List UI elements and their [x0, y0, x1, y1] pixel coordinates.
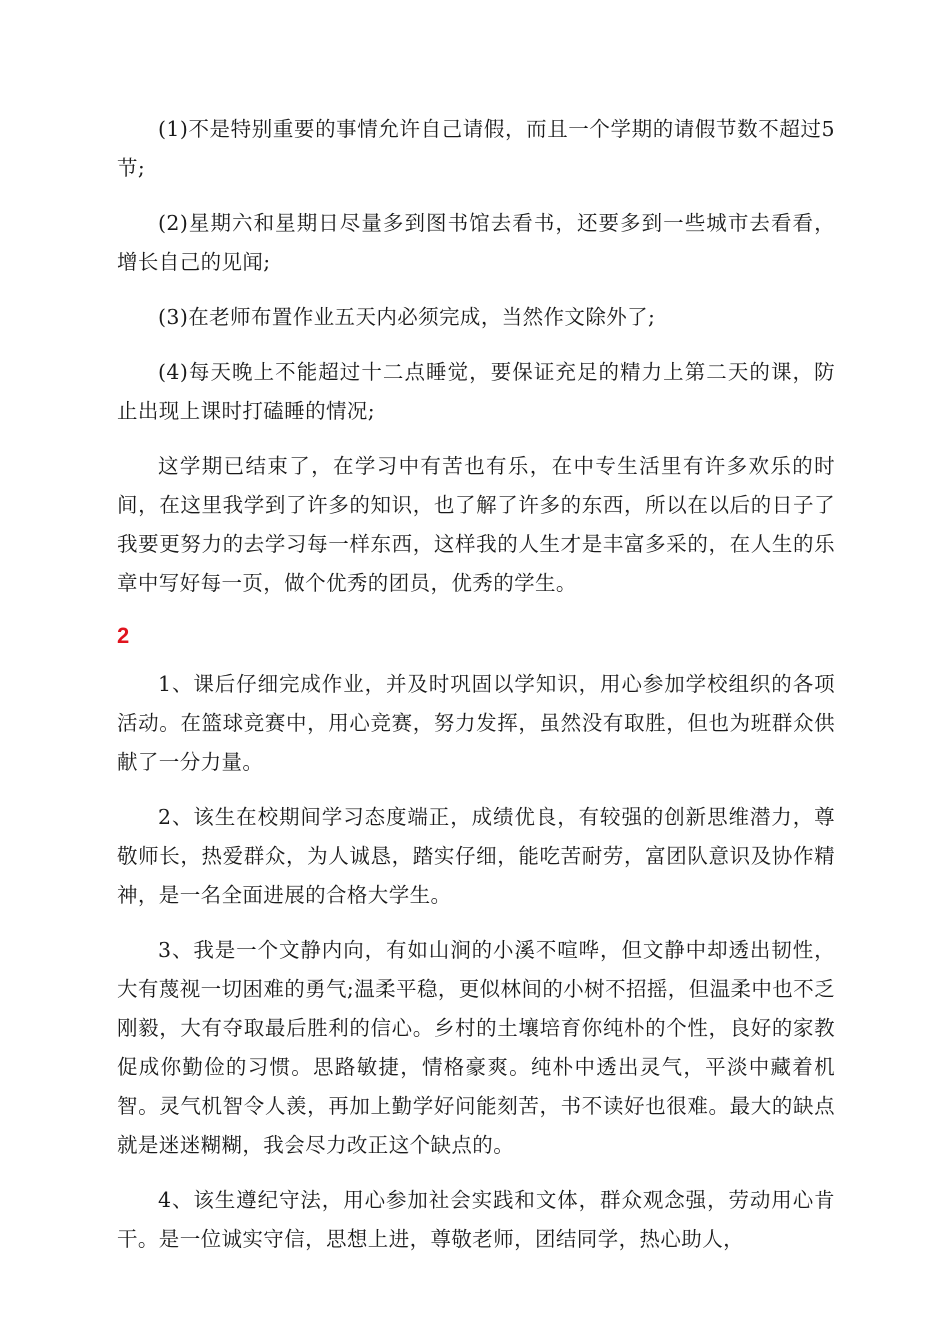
paragraph-item-2: 2、该生在校期间学习态度端正，成绩优良，有较强的创新思维潜力，尊敬师长，热爱群众，为人诚恳，踏实仔细，能吃苦耐劳，富团队意识及协作精神，是一名全面进展的合格大学生。: [117, 805, 835, 907]
paragraph-rule-2: (2)星期六和星期日尽量多到图书馆去看书，还要多到一些城市去看看，增长自己的见闻;: [117, 211, 835, 274]
paragraph-item-3: 3、我是一个文静内向，有如山涧的小溪不喧哗，但文静中却透出韧性，大有蔑视一切困难的勇气;温柔平稳，更似林间的小树不招摇，但温柔中也不乏刚毅，大有夺取最后胜利的信心。乡村的土壤培育你纯朴的个性，良好的家教促成你勤俭的习惯。思路敏捷，情格豪爽。纯朴中透出灵气，平淡中藏着机智。灵气机智令人羡，再加上勤学好问能刻苦，书不读好也很难。最大的缺点就是迷迷糊糊，我会尽力改正这个缺点的。: [117, 938, 835, 1157]
paragraph-rule-4: (4)每天晚上不能超过十二点睡觉，要保证充足的精力上第二天的课，防止出现上课时打磕睡的情况;: [117, 360, 835, 423]
document-body: [117, 110, 835, 1275]
paragraph-rule-3: (3)在老师布置作业五天内必须完成，当然作文除外了;: [158, 305, 656, 329]
paragraph-item-4: 4、该生遵纪守法，用心参加社会实践和文体，群众观念强，劳动用心肯干。是一位诚实守信，思想上进，尊敬老师，团结同学，热心助人，: [117, 1188, 835, 1251]
paragraph-conclusion: 这学期已结束了，在学习中有苦也有乐，在中专生活里有许多欢乐的时间，在这里我学到了许多的知识，也了解了许多的东西，所以在以后的日子了我要更努力的去学习每一样东西，这样我的人生才是丰富多采的，在人生的乐章中写好每一页，做个优秀的团员，优秀的学生。: [117, 454, 835, 595]
section-number: 2: [117, 623, 130, 648]
paragraph-rule-1: (1)不是特别重要的事情允许自己请假，而且一个学期的请假节数不超过5节;: [117, 117, 835, 180]
paragraph-item-1: 1、课后仔细完成作业，并及时巩固以学知识，用心参加学校组织的各项活动。在篮球竞赛中，用心竞赛，努力发挥，虽然没有取胜，但也为班群众供献了一分力量。: [117, 672, 835, 774]
